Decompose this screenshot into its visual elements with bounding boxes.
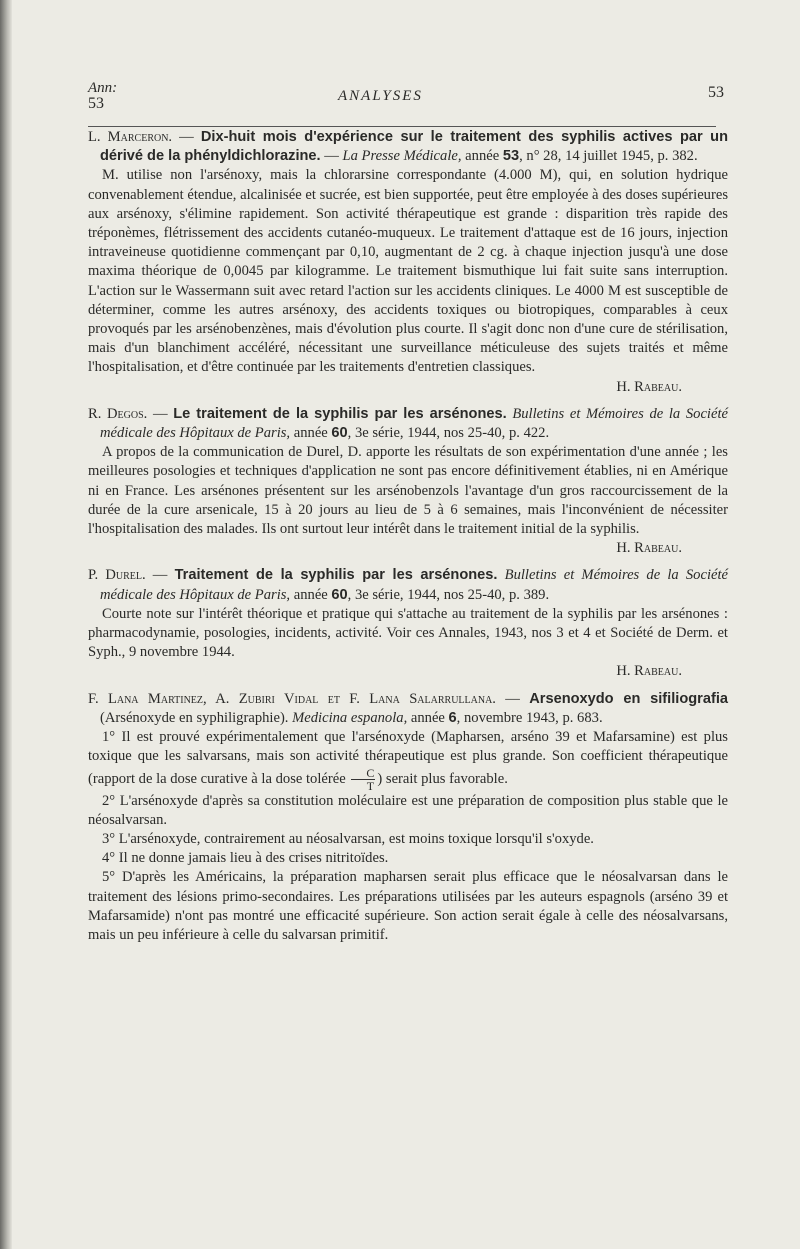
volume: 60 bbox=[331, 425, 348, 442]
running-header bbox=[88, 80, 728, 120]
article-title: Le traitement de la syphilis par les arsénones. bbox=[173, 405, 507, 422]
reference-line bbox=[88, 566, 728, 604]
abstract-paragraph: 2° L'arsénoxyde d'après sa constitution moléculaire est une préparation de composition plus stable que le néosalvarsan. bbox=[88, 792, 728, 828]
page-number: 53 bbox=[708, 84, 724, 101]
running-title: ANALYSES bbox=[338, 88, 423, 104]
author: R. Degos. bbox=[88, 405, 148, 422]
abstract-paragraph: 4° Il ne donne jamais lieu à des crises nitritoïdes. bbox=[102, 850, 389, 867]
abstract-entry-degos bbox=[88, 405, 728, 559]
source: Medicina espanola, bbox=[292, 709, 408, 726]
abstract-entry-marceron bbox=[88, 128, 728, 397]
dash: — bbox=[172, 129, 201, 145]
article-title: Dix-huit mois d'expérience sur le traitement des syphilis actives par un dérivé de la phényldichlorazine. bbox=[100, 129, 728, 165]
separator: — bbox=[320, 148, 343, 165]
dash: — bbox=[147, 405, 174, 422]
abstracts-body bbox=[88, 128, 728, 953]
abstract-entry-durel bbox=[88, 566, 728, 681]
article-title: Arsenoxydo en sifiliografia bbox=[529, 690, 728, 707]
year-prefix: année bbox=[461, 148, 503, 165]
volume: 6 bbox=[448, 709, 457, 726]
source: Bulletins et Mémoires de la Société médicale des Hôpitaux de Paris, bbox=[100, 567, 729, 603]
volume: 53 bbox=[502, 148, 520, 165]
signature bbox=[88, 662, 728, 681]
separator bbox=[497, 567, 504, 583]
ref-details: , 3e série, 1944, nos 25-40, p. 422. bbox=[347, 425, 550, 442]
year-prefix: année bbox=[290, 425, 332, 442]
paragraph-text: 1° Il est prouvé expérimentalement que l'arsénoxyde (Mapharsen, arséno 39 et Mafarsamine) est plus toxique que les salvarsans, mais son activité thérapeutique est plus grande. Son coefficient thérapeutique (rapport de la dose curative à la dose tolérée bbox=[88, 729, 728, 787]
ref-details: , novembre 1943, p. 683. bbox=[456, 709, 603, 726]
paragraph-text: ) serait plus favorable. bbox=[377, 770, 508, 787]
author: L. Marceron. bbox=[88, 129, 173, 145]
reference-line bbox=[88, 128, 728, 166]
dash: — bbox=[145, 567, 175, 584]
header-rule bbox=[88, 126, 716, 127]
fraction-denominator: T bbox=[366, 778, 375, 793]
author: F. Lana Martinez, A. Zubiri Vidal et F. Lana Salarrullana. bbox=[88, 690, 496, 707]
reference-line bbox=[88, 405, 728, 443]
signature-text: H. Rabeau. bbox=[616, 540, 682, 557]
year-prefix: année bbox=[290, 586, 332, 603]
abstract-paragraph: 5° D'après les Américains, la préparation mapharsen serait plus efficace que le néosalvarsan dans le traitement des lésions primo-secondaires. Les préparations utilisées par les auteurs espagnols (arséno 39 et Mafarsamide) n'ont pas montré une efficacité supérieure. Son action serait égale à celle des néosalvarsans, mais un peu inférieure à celle du salvarsan primitif. bbox=[88, 869, 728, 943]
fraction-numerator: C bbox=[351, 767, 375, 780]
source: Bulletins et Mémoires de la Société médicale des Hôpitaux de Paris, bbox=[100, 405, 728, 442]
abstract-entry-lana-martinez bbox=[88, 690, 728, 945]
margin-annotation bbox=[88, 80, 117, 112]
abstract-paragraph: 3° L'arsénoxyde, contrairement au néosalvarsan, est moins toxique lorsqu'il s'oxyde. bbox=[102, 830, 594, 847]
abstract-paragraph: A propos de la communication de Durel, D. apporte les résultats de son expérimentation d'une année ; les meilleures posologies et techniques d'application ne sont pas encore définitivement établies, ni en Amérique ni en France. Les arsénones présentent sur les arsénobenzols l'avantage d'un gros raccourcissement de la durée de la cure arsenicale, 15 à 20 jours au lieu de 5 à 6 semaines, mais l'inconvénient de nécessiter l'hospitalisation des malades. Ils ont surtout leur intérêt dans le traitement initial de la syphilis. bbox=[88, 444, 728, 538]
reference-line bbox=[88, 690, 728, 728]
source: La Presse Médicale, bbox=[342, 148, 462, 165]
volume: 60 bbox=[331, 586, 348, 603]
abstract-paragraph: M. utilise non l'arsénoxy, mais la chlorarsine correspondante (4.000 M), qui, en solution hydrique convenablement étendue, alcalinisée et sucrée, est bien supportée, peut être employée à des doses supérieures aux arsénoxy, s'élimine rapidement. Son activité thérapeutique est grande : disparition très rapide des tréponèmes, flétrissement des accidents cutanéo-muqueux. Le traitement d'attaque est de 16 jours, injection intraveineuse quotidienne commençant par 0,10, augmentant de 2 cg. à chaque injection jusqu'à une dose maxima théorique de 0,0045 par kilogramme. Le traitement bismuthique lui fait suite sans interruption. L'action sur le Wassermann suit avec retard l'action sur les accidents cliniques. Le 4000 M est susceptible de déterminer, comme les autres arsénoxy, des accidents toxiques ou biotropiques, comparables à ceux provoqués par les arsénobenzènes, mais d'évolution plus courte. Il s'agit donc non d'une cure de stérilisation, mais d'un blanchiment accéléré, nécessitant une surveillance méticuleuse des sujets traités et même l'hospitalisation, et d'être continuée par les traitements d'entretien classiques. bbox=[88, 167, 728, 376]
fraction-c-over-t bbox=[351, 767, 375, 792]
author: P. Durel. bbox=[88, 567, 146, 584]
ref-details: , n° 28, 14 juillet 1945, p. 382. bbox=[519, 148, 698, 165]
dash: — bbox=[495, 690, 530, 707]
article-title: Traitement de la syphilis par les arsénones. bbox=[174, 567, 498, 584]
abstract-paragraph: Courte note sur l'intérêt théorique et pratique qui s'attache au traitement de la syphilis par les arsénones : pharmacodynamie, posologies, incidents, activité. Voir ces Annales, 1943, nos 3 et 4 et Société de Derm. et Syph., 9 novembre 1944. bbox=[88, 605, 728, 661]
signature bbox=[88, 378, 728, 397]
signature-text: H. Rabeau. bbox=[616, 663, 682, 680]
source-translation: (Arsénoxyde en syphiligraphie). bbox=[100, 709, 293, 726]
ref-details: , 3e série, 1944, nos 25-40, p. 389. bbox=[347, 586, 550, 603]
book-binding-shadow bbox=[0, 0, 12, 1249]
ann-number: 53 bbox=[88, 95, 104, 112]
year-prefix: année bbox=[407, 709, 449, 726]
signature-text: H. Rabeau. bbox=[616, 378, 682, 395]
ann-label: Ann: bbox=[88, 80, 118, 96]
abstract-paragraph bbox=[88, 728, 728, 791]
signature bbox=[88, 539, 728, 558]
